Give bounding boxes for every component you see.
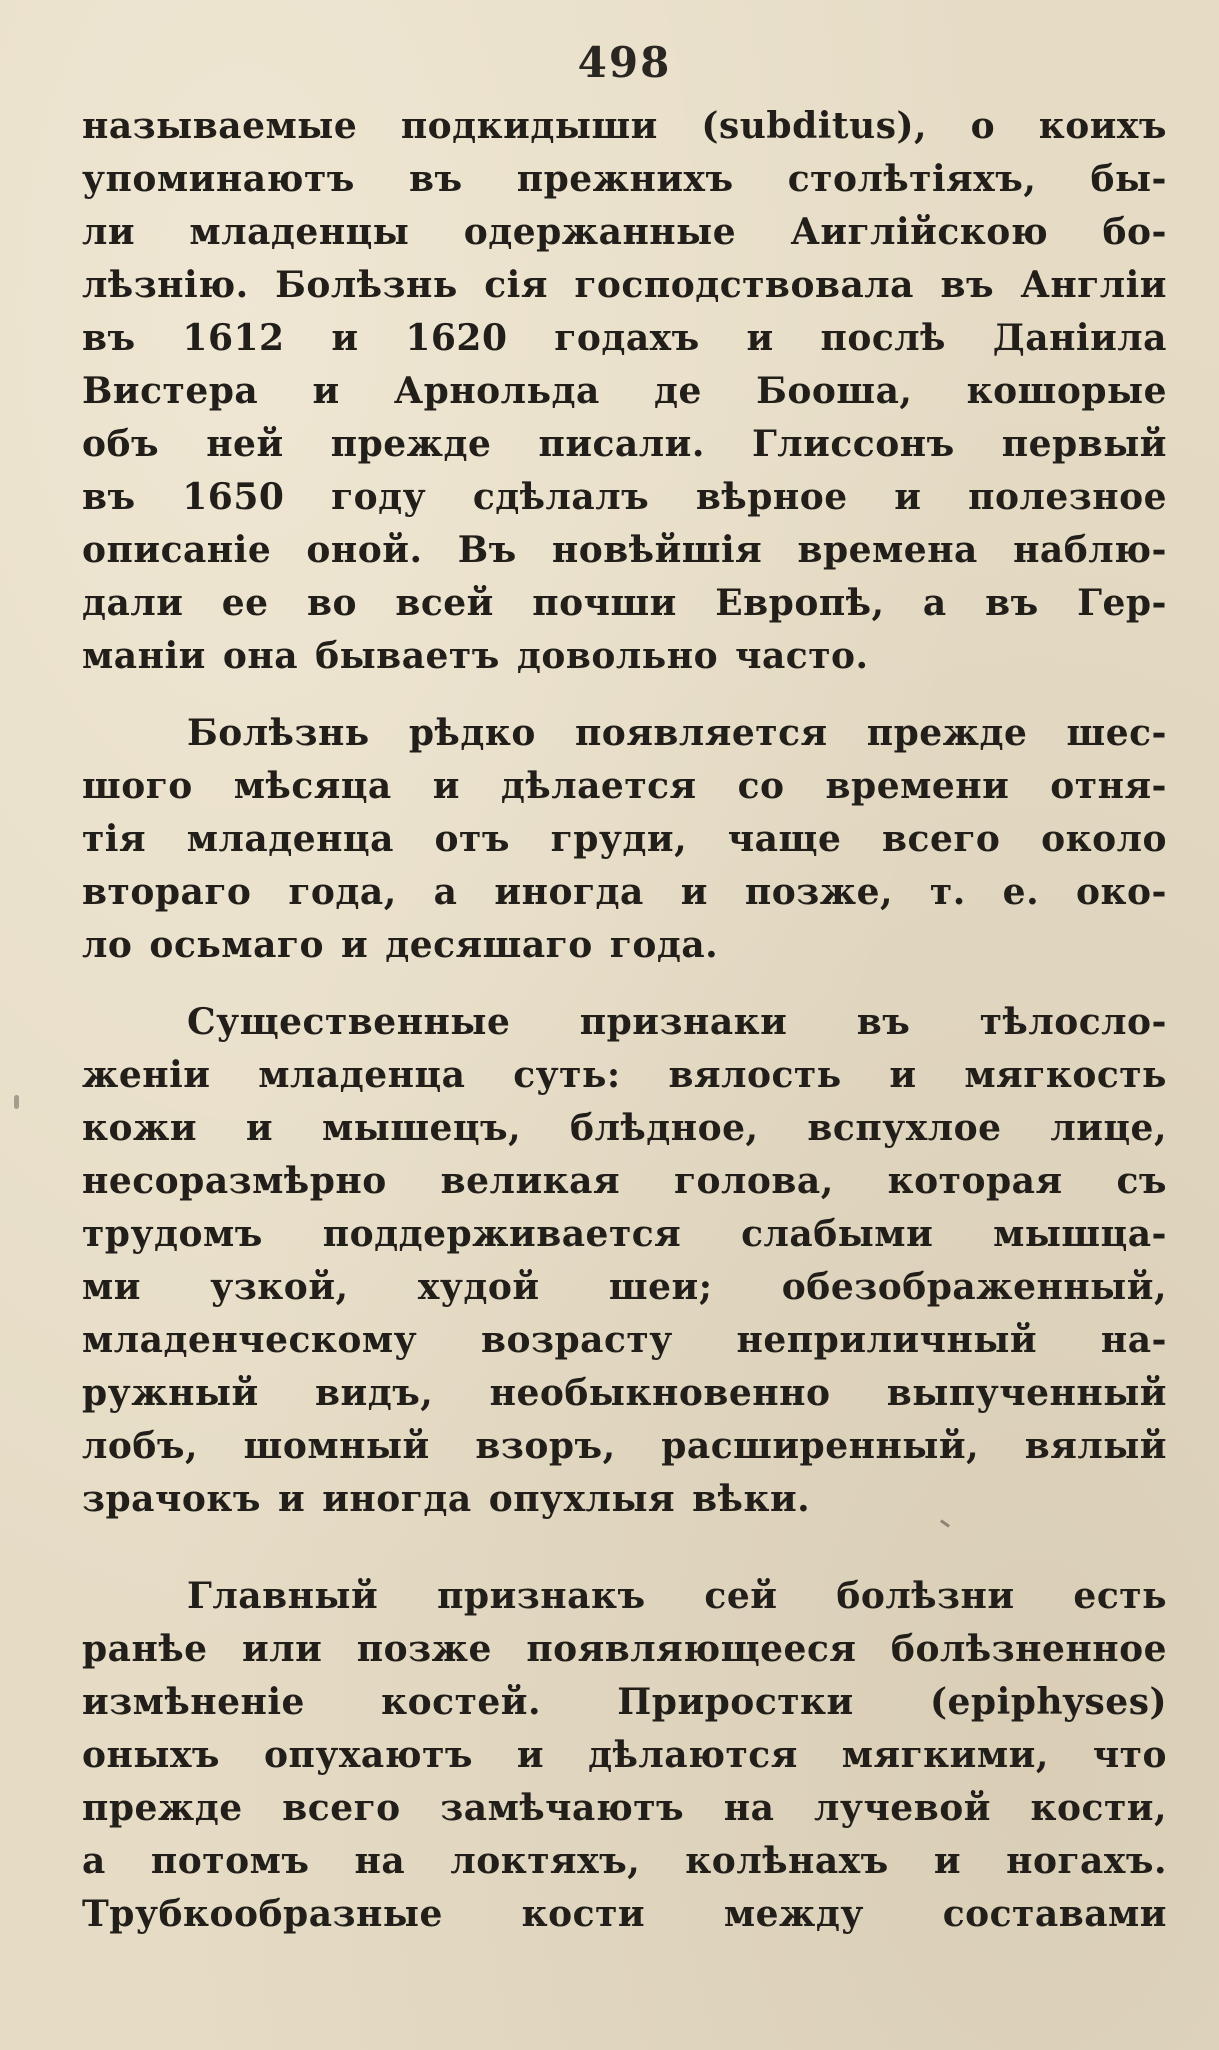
text-line: тія младенца отъ груди, чаще всего около <box>82 818 1167 860</box>
text-line: лѣзнію. Болѣзнь сія господствовала въ Англіи <box>82 264 1167 306</box>
text-line: лобъ, шомный взоръ, расширенный, вялый <box>82 1425 1167 1467</box>
paragraph-2 <box>82 707 1167 972</box>
text-line: прежде всего замѣчаютъ на лучевой кости, <box>82 1787 1167 1829</box>
text-line: Вистера и Арнольда де Бооша, кошорые <box>82 370 1167 412</box>
text-line: оныхъ опухаютъ и дѣлаются мягкими, что <box>82 1734 1167 1776</box>
paragraph-gap <box>82 972 1167 996</box>
paragraph-gap <box>82 683 1167 707</box>
paragraph-3 <box>82 996 1167 1526</box>
text-line: а потомъ на локтяхъ, колѣнахъ и ногахъ. <box>82 1840 1167 1882</box>
text-line: ми узкой, худой шеи; обезображенный, <box>82 1266 1167 1308</box>
text-line: описаніе оной. Въ новѣйшія времена наблю- <box>82 529 1167 571</box>
paragraph-gap <box>82 1526 1167 1570</box>
text-line: ранѣе или позже появляющееся болѣзненное <box>82 1628 1167 1670</box>
text-line: дали ее во всей почши Европѣ, а въ Гер- <box>82 582 1167 624</box>
text-line: измѣненіе костей. Приростки (epiphyses) <box>82 1681 1167 1723</box>
text-line: Трубкообразные кости между составами <box>82 1893 1167 1935</box>
text-line: упоминаютъ въ прежнихъ столѣтіяхъ, бы- <box>82 158 1167 200</box>
book-page <box>82 28 1167 1941</box>
text-line: ли младенцы одержанные Аиглійскою бо- <box>82 211 1167 253</box>
text-line: несоразмѣрно великая голова, которая съ <box>82 1160 1167 1202</box>
paragraph-1 <box>82 100 1167 683</box>
text-line: маніи она бываетъ довольно часто. <box>82 635 869 677</box>
page-number: 498 <box>577 38 672 87</box>
paper-speck <box>14 1095 19 1109</box>
text-line: женіи младенца суть: вялость и мягкость <box>82 1054 1167 1096</box>
text-line: въ 1650 году сдѣлалъ вѣрное и полезное <box>82 476 1167 518</box>
text-line: втораго года, а иногда и позже, т. е. око- <box>82 871 1167 913</box>
text-line: младенческому возрасту неприличный на- <box>82 1319 1167 1361</box>
text-line: кожи и мышецъ, блѣдное, вспухлое лице, <box>82 1107 1167 1149</box>
text-line: Главный признакъ сей болѣзни есть <box>187 1575 1167 1617</box>
text-line: шого мѣсяца и дѣлается со времени отня- <box>82 765 1167 807</box>
text-line: ло осьмаго и десяшаго года. <box>82 924 719 966</box>
paragraph-4 <box>82 1570 1167 1941</box>
text-line: трудомъ поддерживается слабыми мышца- <box>82 1213 1167 1255</box>
text-line: въ 1612 и 1620 годахъ и послѣ Даніила <box>82 317 1167 359</box>
text-line: зрачокъ и иногда опухлыя вѣки. <box>82 1478 811 1520</box>
text-line: называемые подкидыши (subditus), о коихъ <box>82 105 1167 147</box>
text-line: Существенные признаки въ тѣлосло- <box>187 1001 1167 1043</box>
text-line: объ ней прежде писали. Глиссонъ первый <box>82 423 1167 465</box>
text-line: Болѣзнь рѣдко появляется прежде шес- <box>187 712 1167 754</box>
text-line: ружный видъ, необыкновенно выпученный <box>82 1372 1167 1414</box>
